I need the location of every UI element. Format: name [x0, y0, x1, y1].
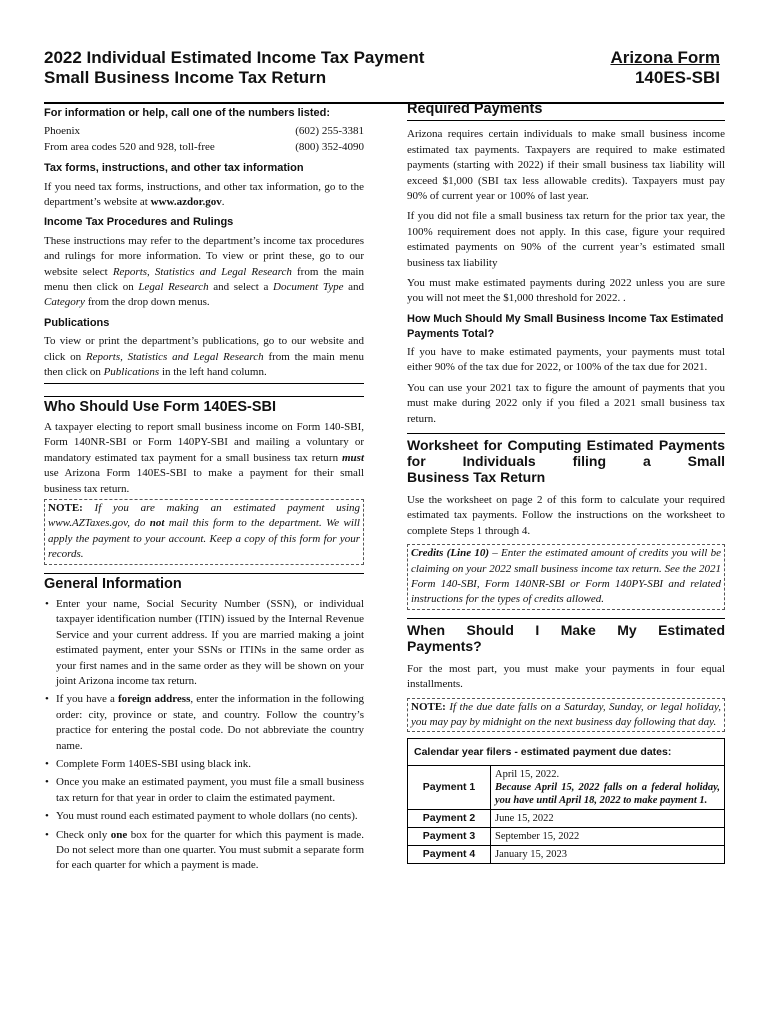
- left-column: [44, 102, 364, 877]
- table-row: [408, 809, 724, 827]
- table-row: [408, 766, 724, 810]
- required-text-3: You must make estimated payments during 2022 unless you are sure you will not meet the $1,000 threshold for 2022. .: [407, 277, 725, 305]
- table-row: [408, 827, 724, 845]
- info-box: [44, 102, 364, 384]
- website-link[interactable]: www.azdor.gov: [150, 196, 222, 209]
- required-text-2: If you did not file a small business tax return for the prior tax year, the 100% requirement does not apply. In this case, figure your required estimated payments on 90% of the current year’s estimated small business tax liability: [407, 210, 725, 269]
- forms-heading: Tax forms, instructions, and other tax information: [44, 162, 304, 175]
- note-box: NOTE: If you are making an estimated payment using www.AZTaxes.gov, do not mail this form to the department. We will apply the payment to your account. Keep a copy of this form for your records.: [44, 499, 364, 565]
- payment-date: January 15, 2023: [491, 845, 725, 863]
- worksheet-text: Use the worksheet on page 2 of this form to calculate your required estimated tax payments. Follow the instructions on the worksheet to complete Steps 1 through 4.: [407, 493, 725, 537]
- page-header: [44, 44, 724, 104]
- table-row: [408, 845, 724, 863]
- credits-box: Credits (Line 10) – Enter the estimated amount of credits you will be claiming on your 2022 small business income tax return. See the 2021 Form 140-SBI, Form 140NR-SBI or Form 140PY-SBI and related instructions for the types of credits allowed.: [407, 544, 725, 610]
- worksheet-heading: Worksheet for Computing Estimated Payments for Individuals filing a Small Business Tax Return: [407, 433, 725, 485]
- form-title-line2: Small Business Income Tax Return: [44, 68, 327, 87]
- when-heading: When Should I Make My Estimated Payments?: [407, 618, 725, 654]
- payment-label: Payment 3: [408, 827, 491, 845]
- required-payments-heading: Required Payments: [407, 102, 725, 121]
- procedures-text: These instructions may refer to the department’s income tax procedures and rulings for more information. To view or print these, go to our website select Reports, Statistics and Legal Research from the main menu then click on Legal Research and select a Document Type and Category from the drop down menus.: [44, 234, 365, 309]
- due-dates-table: [407, 738, 725, 863]
- how-much-text-2: You can use your 2021 tax to figure the amount of payments that you must make during 2022 only if you filed a 2021 small business tax return.: [407, 381, 725, 425]
- payment-date: June 15, 2022: [491, 809, 725, 827]
- required-text-1: Arizona requires certain individuals to make small business income estimated tax payments. Taxpayers are required to make estimated payments (starting with 2022) if their small business tax liability will exceed $1,000 (SBI tax less allowable credits). Taxpayers must pay 90% of current year or 100% of last year.: [407, 128, 725, 203]
- info-heading: For information or help, call one of the numbers listed:: [44, 107, 331, 119]
- list-item: • Complete Form 140ES-SBI using black ink.: [56, 757, 364, 772]
- how-much-text-1: If you have to make estimated payments, your payments must total either 90% of the tax due for 2022, or 100% of the tax due for 2021.: [407, 345, 725, 374]
- phone-row: [44, 140, 364, 155]
- payment-date: April 15, 2022. Because April 15, 2022 falls on a federal holiday, you have until April 18, 2022 to make payment 1.: [495, 768, 720, 806]
- how-much-heading: How Much Should My Small Business Income Tax Estimated Payments Total?: [407, 312, 724, 340]
- phone-label: From area codes 520 and 928, toll-free: [44, 140, 215, 153]
- when-text: For the most part, you must make your payments in four equal installments.: [407, 662, 725, 691]
- general-info-list: [44, 597, 364, 874]
- phone-label: Phoenix: [44, 125, 81, 138]
- phone-number: (800) 352-4090: [295, 140, 364, 153]
- right-column: [407, 102, 725, 864]
- procedures-heading: Income Tax Procedures and Rulings: [44, 216, 234, 229]
- forms-text: If you need tax forms, instructions, and other tax information, go to the department’s website at www.azdor.gov.: [44, 180, 364, 209]
- form-name-line1: Arizona Form: [610, 48, 720, 67]
- who-text: A taxpayer electing to report small business income on Form 140-SBI, Form 140NR-SBI or Form 140PY-SBI and mailing a voluntary or mandatory estimated tax payment for a small business tax return must use Arizona Form 140ES-SBI to make a payment for their small business tax return.: [44, 420, 364, 495]
- publications-text: To view or print the department’s publications, go to our website and click on Reports, Statistics and Legal Research from the main menu then click on Publications in the left hand column.: [44, 335, 364, 379]
- list-item: • You must round each estimated payment to whole dollars (no cents).: [56, 809, 364, 824]
- list-item: • Check only one box for the quarter for which this payment is made. Do not select more than one quarter. You must submit a separate form for each quarter for which a payment is made.: [56, 828, 364, 874]
- payment-label: Payment 4: [408, 845, 491, 863]
- list-item: • Once you make an estimated payment, you must file a small business tax return for that year in order to claim the estimated payment.: [56, 775, 364, 806]
- publications-heading: Publications: [44, 316, 110, 329]
- due-dates-title: Calendar year filers - estimated payment due dates:: [408, 739, 724, 765]
- payment-date: September 15, 2022: [491, 827, 725, 845]
- payment-label: Payment 2: [408, 809, 491, 827]
- form-number: 140ES-SBI: [634, 68, 720, 87]
- note-box: NOTE: If the due date falls on a Saturday, Sunday, or legal holiday, you may pay by midnight on the next business day following that day.: [407, 698, 725, 733]
- general-info-heading: General Information: [44, 573, 364, 592]
- phone-number: (602) 255-3381: [295, 125, 364, 138]
- phone-row: [44, 124, 364, 139]
- form-title-line1: 2022 Individual Estimated Income Tax Payment: [44, 48, 425, 67]
- payment-label: Payment 1: [408, 766, 491, 810]
- list-item: • If you have a foreign address, enter the information in the following order: city, province or state, and country. Follow the country’s practice for entering the postal code. Do not abbreviate the country name.: [56, 692, 364, 754]
- who-should-use-heading: Who Should Use Form 140ES-SBI: [44, 396, 364, 415]
- list-item: • Enter your name, Social Security Number (SSN), or individual taxpayer identification number (ITIN) issued by the Internal Revenue Service and your current address. If you are married making a joint estimated payment, enter your SSNs or ITINs in the same order as your first names and in the same order as they will be shown on your joint Arizona income tax return.: [56, 597, 364, 689]
